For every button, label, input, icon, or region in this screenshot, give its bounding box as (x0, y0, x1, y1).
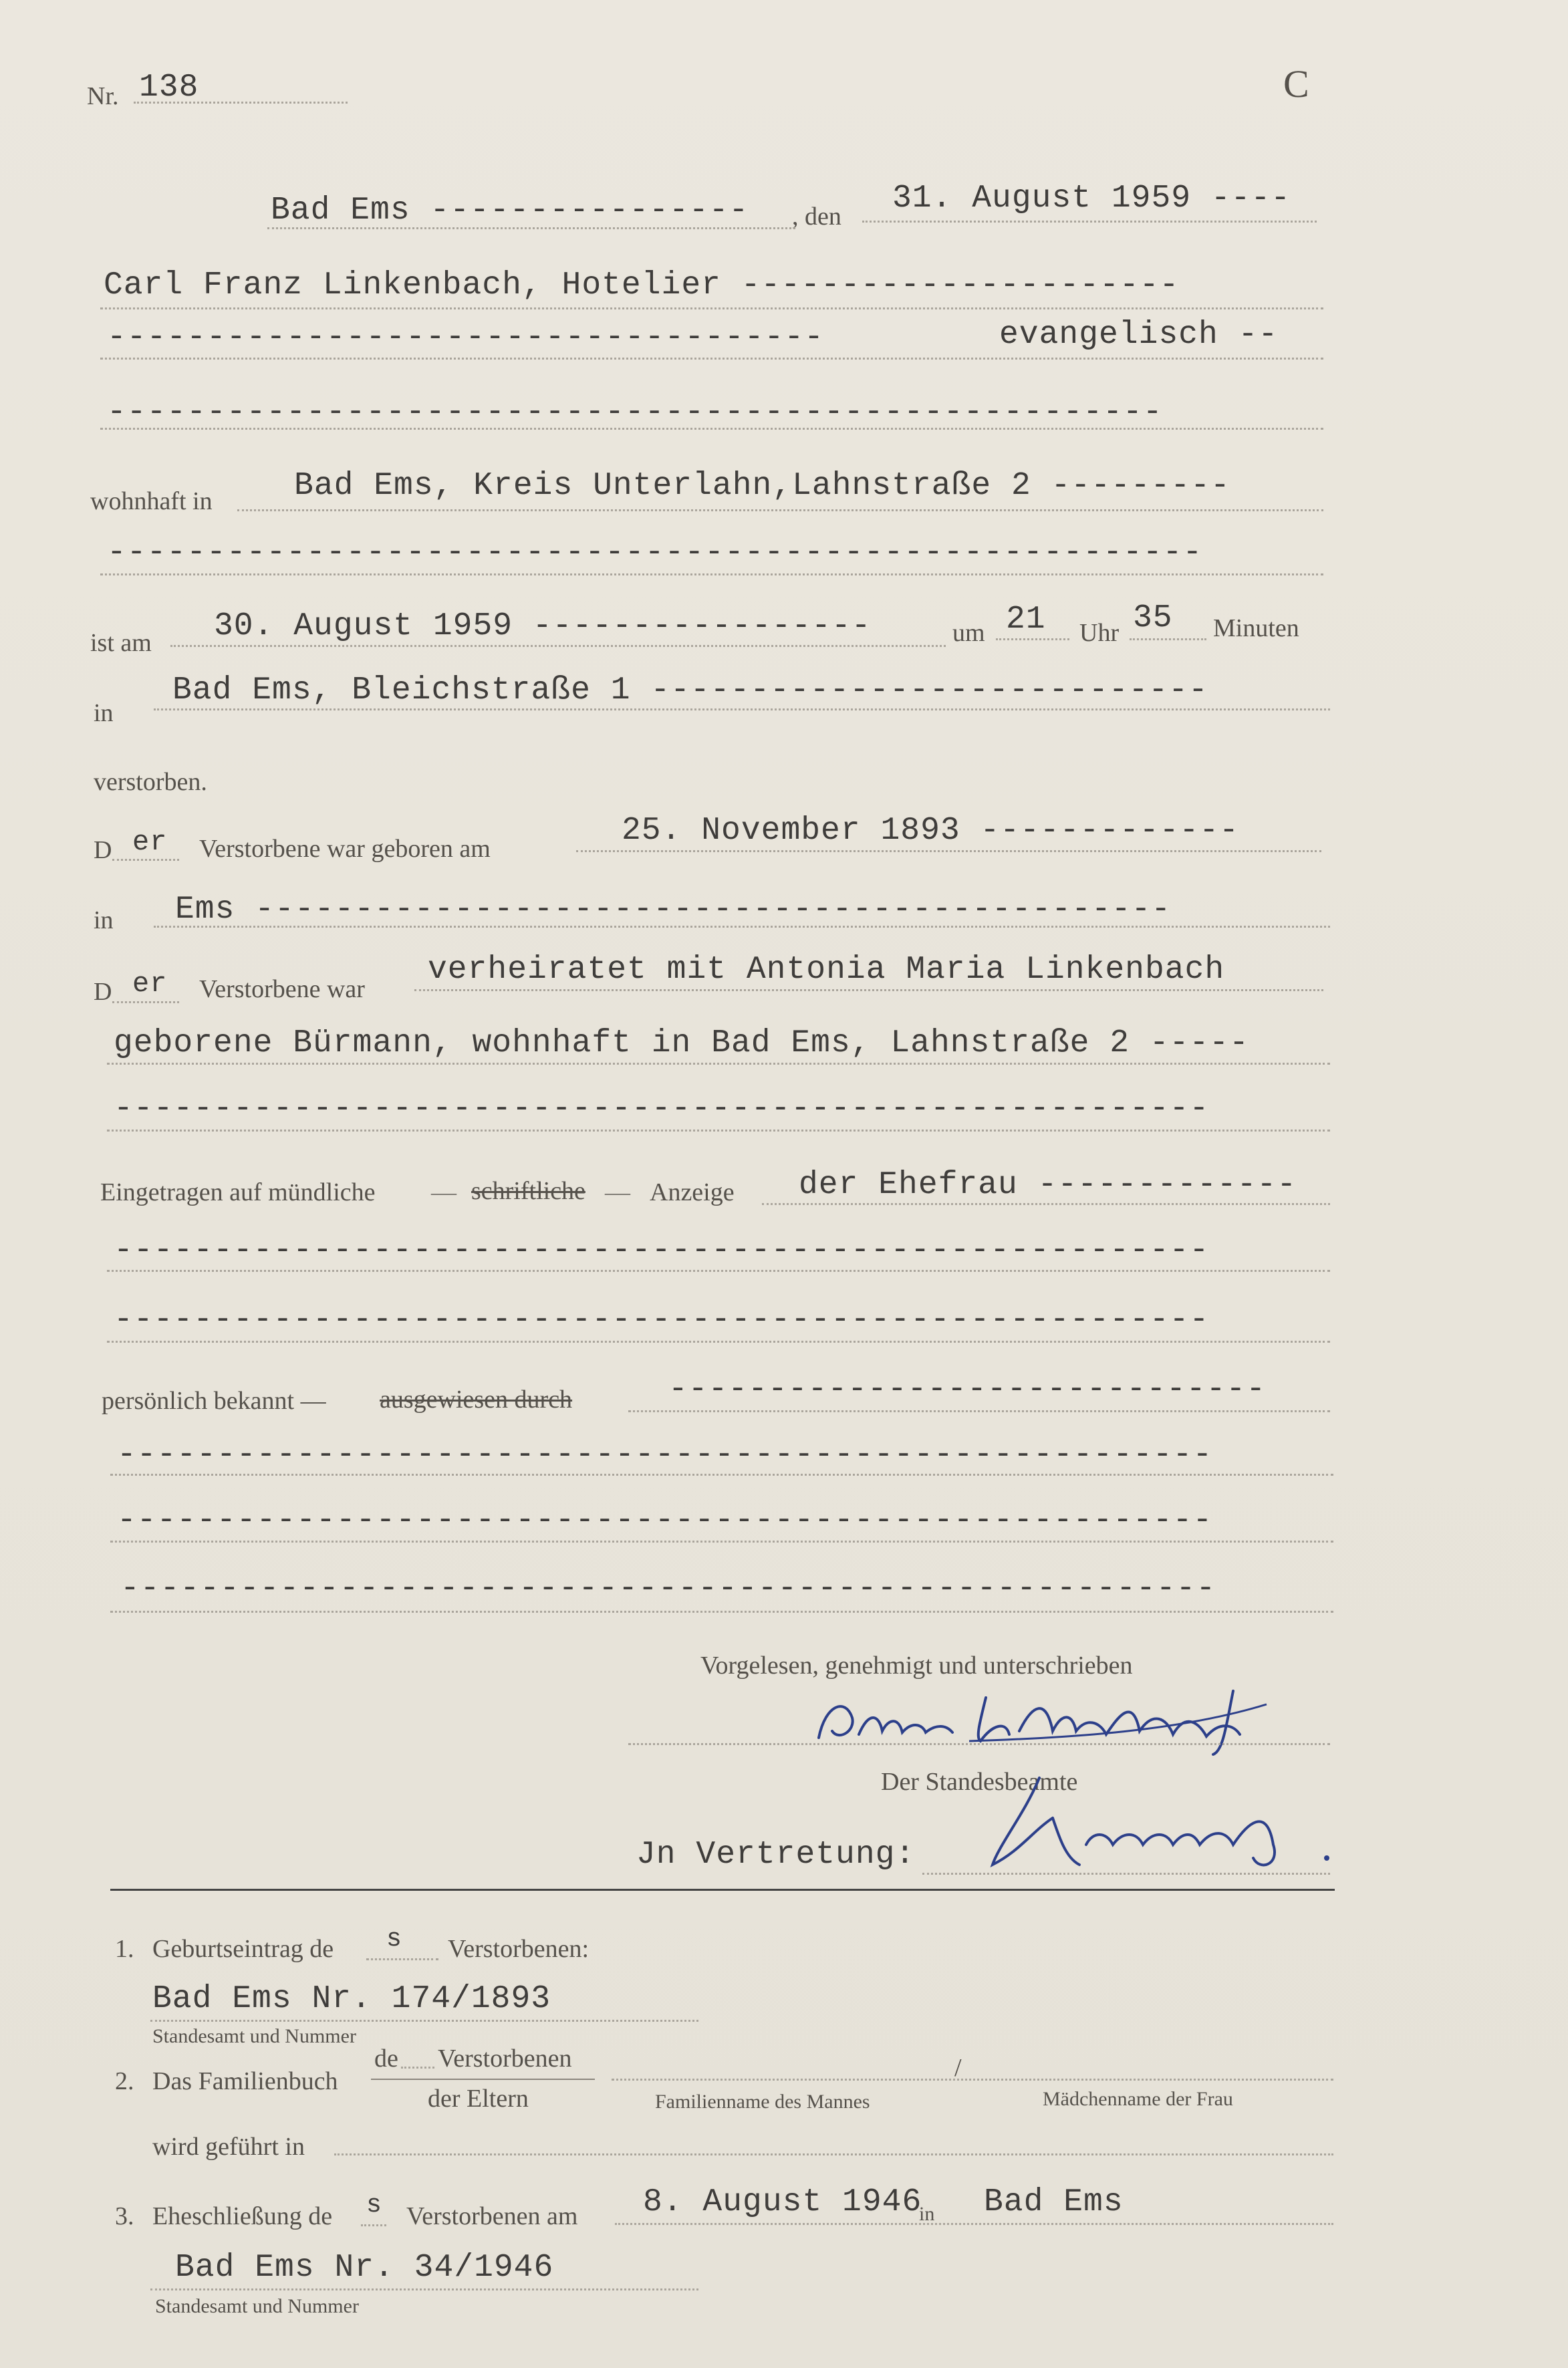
religion-text: evangelisch -- (999, 317, 1279, 353)
dotted-line (237, 509, 1323, 511)
bekannt-label: persönlich bekannt — (102, 1387, 326, 1415)
dash-text: ------------------------------------ (107, 319, 824, 356)
place-text: Bad Ems ---------------- (271, 192, 749, 229)
dotted-line (401, 2067, 434, 2069)
dotted-line (762, 1203, 1330, 1205)
dotted-line (628, 1743, 1330, 1745)
birth-date: 25. November 1893 ------------- (622, 813, 1239, 849)
dotted-line (110, 1541, 1333, 1543)
dotted-line (150, 2288, 698, 2290)
dotted-line (862, 221, 1317, 223)
ist-am-label: ist am (90, 629, 152, 657)
nr-value: 138 (139, 70, 199, 106)
dotted-line (107, 1130, 1330, 1132)
death-place: Bad Ems, Bleichstraße 1 ---------------------------- (172, 672, 1208, 708)
birth-register-value: Bad Ems Nr. 174/1893 (152, 1981, 551, 2017)
verstorbenen-label: Verstorbenen: (448, 1935, 590, 1963)
date-text: 31. August 1959 ---- (892, 180, 1291, 217)
schriftliche-struck: schriftliche (471, 1177, 585, 1205)
eheschliessung-label: Eheschließung de (152, 2202, 333, 2230)
der-er-typed: er (132, 968, 168, 1000)
geboren-label: Verstorbene war geboren am (199, 835, 491, 863)
den-label: , den (792, 203, 841, 231)
der-er-typed: er (132, 826, 168, 858)
familienname-label: Familienname des Mannes (655, 2091, 870, 2113)
dash-text: ------------------------------------------------------- (107, 535, 1203, 571)
dash-text: ------------------------------------------------------- (114, 1302, 1210, 1338)
dotted-line (996, 638, 1069, 640)
dotted-line (170, 645, 946, 647)
report-value: der Ehefrau ------------- (799, 1167, 1297, 1203)
dotted-line (414, 989, 1323, 991)
dotted-line (107, 1341, 1330, 1343)
dash-text: ------------------------------------------------------- (117, 1502, 1213, 1539)
dotted-line (100, 428, 1323, 430)
married-label: Verstorbene war (199, 975, 365, 1003)
separator-line (110, 1889, 1335, 1891)
register-page: Nr. 138 C Bad Ems ---------------- , den 31. August 1959 ---- Carl Franz Linkenbach, Hotelier ---------------------- ------------------------------------ evangelisch -- ----------------------------------------------------- wohnhaft in Bad Ems, Kreis Unterlahn,Lahnstraße 2 --------- ------------------------------------------------------- ist am 30. August 1959 ----------------- um 21 Uhr 35 Minuten in Bad Ems, Bleichstraße 1 ---------------------------- verstorben. D er Verstorbene war geboren am 25. November 1893 ------------- in Ems ---------------------------------------------- D er Verstorbene war verheiratet mit Antonia Maria Linkenbach geborene Bürmann, wohnhaft in Bad Ems, Lahnstraße 2 ----- ------------------------------------------------------- Eingetragen auf mündliche — schriftliche — Anzeige der Ehefrau ------------- ------------------------------------------------------- ------------------------------------------------------- persönlich bekannt — ausgewiesen durch ------------------------------ ------------------------------------------------------- ------------------------------------------------------- ------------------------------------------------------- Vorgelesen, genehmigt und unterschrieben Der Standesbeamte Jn Vertretung: 1. Geburtseintrag de s Verstorbenen: Bad Ems Nr. 174/1893 Standesamt und Nummer 2. Das Familienbuch de Verstorbenen der Eltern / Familienname des Mannes Mädchenname der Frau wird geführt in 3. Eheschließung de s Verstorbenen am 8. August 1946 in Bad Ems Bad Ems Nr. 34/1946 Standesamt und Nummer (0, 0, 1568, 2368)
dotted-line (922, 1873, 1330, 1875)
uhr-label: Uhr (1079, 619, 1120, 647)
dash-text: ------------------------------------------------------- (114, 1091, 1210, 1127)
in-label: in (94, 906, 114, 934)
note-s: s (366, 2191, 382, 2220)
maedchenname-label: Mädchenname der Frau (1043, 2088, 1233, 2110)
dotted-line (100, 358, 1323, 360)
wohnhaft-label: wohnhaft in (90, 487, 213, 515)
vertretung-label: Jn Vertretung: (636, 1837, 916, 1873)
married-value: verheiratet mit Antonia Maria Linkenbach (428, 952, 1225, 988)
geburtseintrag-label: Geburtseintrag de (152, 1935, 334, 1963)
dash-text: ------------------------------------------------------- (117, 1437, 1213, 1473)
minuten-label: Minuten (1213, 614, 1299, 642)
anzeige-label: Anzeige (650, 1178, 735, 1206)
standesbeamte-label: Der Standesbeamte (881, 1768, 1078, 1796)
name-text: Carl Franz Linkenbach, Hotelier ---------------------- (104, 267, 1180, 303)
um-label: um (952, 619, 985, 647)
slash: / (954, 2054, 962, 2082)
dotted-line (110, 1611, 1333, 1613)
dotted-line (150, 2020, 698, 2022)
birth-place: Ems ---------------------------------------------- (175, 892, 1172, 928)
note-s: s (386, 1925, 402, 1954)
dash-text: ------------------------------ (668, 1371, 1267, 1408)
verstorben-label: verstorben. (94, 768, 207, 796)
standesamt-label: Standesamt und Nummer (155, 2295, 359, 2317)
dotted-line (112, 859, 179, 861)
in-label: in (94, 699, 114, 727)
ausgewiesen-struck: ausgewiesen durch (380, 1386, 573, 1414)
dotted-line (112, 1001, 179, 1003)
der-d-label: D (94, 978, 112, 1006)
married-line2: geborene Bürmann, wohnhaft in Bad Ems, Lahnstraße 2 ----- (114, 1025, 1249, 1061)
dash-text: ------------------------------------------------------- (120, 1571, 1216, 1607)
dotted-line (107, 1063, 1330, 1065)
marriage-place: Bad Ems (984, 2184, 1124, 2220)
in-label: in (919, 2203, 935, 2225)
signature-official (979, 1764, 1340, 1878)
dotted-line (334, 2153, 1333, 2155)
dotted-line (154, 926, 1330, 928)
note-number: 3. (115, 2202, 134, 2230)
fraction-line (371, 2079, 595, 2080)
dash-text: ----------------------------------------------------- (107, 394, 1163, 430)
signature-antonia (805, 1684, 1287, 1758)
dotted-line (154, 708, 1330, 710)
standesamt-label: Standesamt und Nummer (152, 2025, 356, 2047)
note-number: 1. (115, 1935, 134, 1963)
marriage-date: 8. August 1946 (643, 2184, 922, 2220)
note-number: 2. (115, 2067, 134, 2095)
dotted-line (110, 1474, 1333, 1476)
dotted-line (612, 2079, 1333, 2081)
corner-letter: C (1283, 62, 1309, 106)
eltern-label: der Eltern (428, 2085, 529, 2113)
dotted-line (576, 850, 1321, 852)
eingetragen-label: Eingetragen auf mündliche (100, 1178, 376, 1206)
wohnhaft-value: Bad Ems, Kreis Unterlahn,Lahnstraße 2 --------- (294, 468, 1230, 504)
dotted-line (366, 1958, 438, 1960)
verstorbenen-am-label: Verstorbenen am (406, 2202, 578, 2230)
verstorbenen-label: Verstorbenen (438, 2045, 572, 2073)
death-date: 30. August 1959 ----------------- (214, 608, 872, 644)
dotted-line (361, 2224, 386, 2226)
dotted-line (628, 1410, 1330, 1412)
dotted-line (100, 307, 1323, 309)
dash-text: ------------------------------------------------------- (114, 1232, 1210, 1269)
dotted-line (1130, 638, 1206, 640)
dotted-line (107, 1270, 1330, 1272)
vorgelesen-label: Vorgelesen, genehmigt und unterschrieben (700, 1652, 1133, 1680)
minute-value: 35 (1133, 600, 1173, 636)
dotted-line (100, 573, 1323, 575)
de-label: de (374, 2045, 398, 2073)
dotted-line (615, 2223, 1333, 2225)
gefuehrt-label: wird geführt in (152, 2133, 305, 2161)
nr-label: Nr. (87, 82, 119, 110)
marriage-register-value: Bad Ems Nr. 34/1946 (175, 2250, 554, 2286)
dotted-line (267, 227, 795, 229)
der-d-label: D (94, 836, 112, 864)
familienbuch-label: Das Familienbuch (152, 2067, 338, 2095)
hour-value: 21 (1006, 602, 1046, 638)
dotted-line (134, 102, 348, 104)
